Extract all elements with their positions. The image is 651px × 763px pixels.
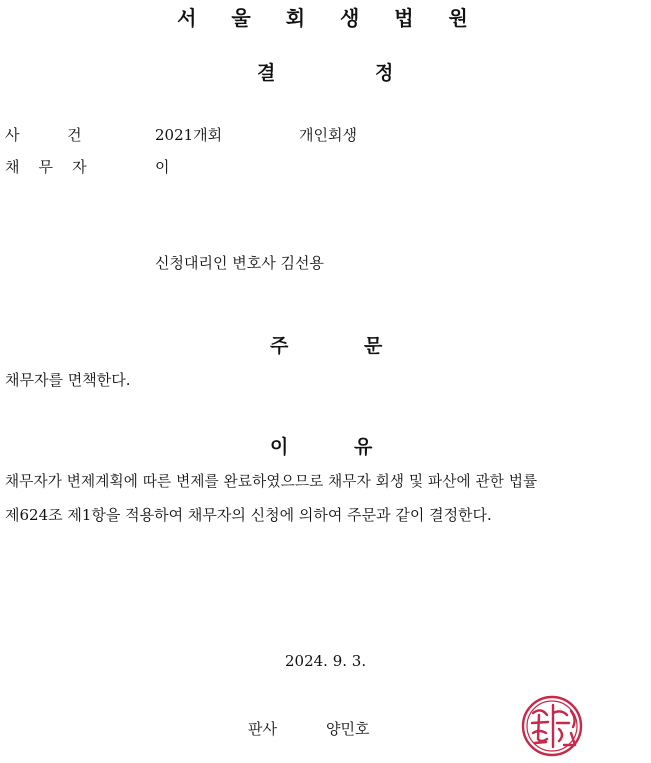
document-title-right: 정	[375, 62, 394, 84]
decision-date: 2024. 9. 3.	[285, 652, 367, 670]
case-type: 개인회생	[299, 126, 357, 144]
debtor-name: 이	[155, 158, 170, 176]
judge-title: 판사	[248, 720, 277, 738]
reason-line: 제624조 제1항을 적용하여 채무자의 신청에 의하여 주문과 같이 결정한다.	[5, 506, 492, 524]
case-number: 2021개회	[155, 126, 223, 144]
debtor-label: 채 무 자	[5, 158, 87, 176]
reason-heading-left: 이	[270, 436, 289, 458]
case-label: 사 건	[5, 126, 82, 144]
reason-line: 채무자가 변제계획에 따른 변제를 완료하였으므로 채무자 회생 및 파산에 관한 법률	[5, 473, 538, 490]
court-name: 서 울 회 생 법 원	[177, 6, 482, 30]
document-title-left: 결	[257, 62, 276, 84]
order-heading-right: 문	[364, 335, 383, 357]
judge-name: 양민호	[326, 720, 370, 738]
order-text: 채무자를 면책한다.	[5, 371, 131, 389]
order-heading-left: 주	[270, 335, 289, 357]
seal-stamp-icon	[519, 693, 585, 759]
reason-heading-right: 유	[354, 436, 373, 458]
applicant-agent: 신청대리인 변호사 김선용	[155, 254, 324, 272]
judge-seal	[519, 693, 585, 759]
